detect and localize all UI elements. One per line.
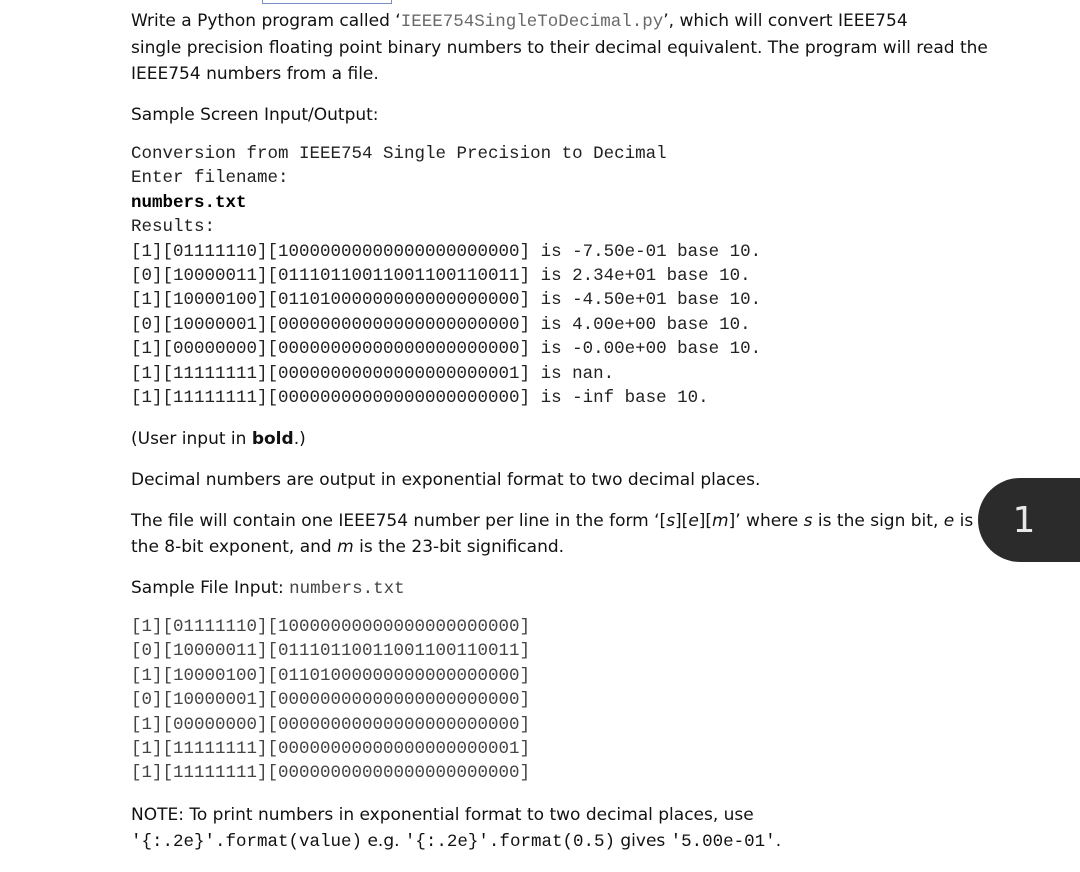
file-line: [1][01111110][10000000000000000000000]	[131, 617, 531, 637]
result-line: [1][00000000][00000000000000000000000] is -0.00e+00 base 10.	[131, 339, 762, 360]
intro-line-3: IEEE754 numbers from a file.	[131, 64, 379, 84]
file-note-line-1: The file will contain one IEEE754 number per line in the form ‘[s][e][m]’ where s is the sign bit, e is	[131, 511, 974, 531]
format-code: '{:.2e}'.format(value)	[131, 832, 363, 852]
sample-file-label: Sample File Input:	[131, 578, 290, 598]
result-line: [0][10000011][01110110011001100110011] is 2.34e+01 base 10.	[131, 265, 751, 286]
result-line: [1][10000100][01101000000000000000000] is -4.50e+01 base 10.	[131, 290, 762, 311]
page-number: 1	[1012, 499, 1036, 541]
format-example-code: '{:.2e}'.format(0.5)	[404, 832, 615, 852]
intro-text: ’, which will convert IEEE754	[663, 11, 908, 31]
intro-line-1	[131, 8, 988, 35]
program-filename: IEEE754SingleToDecimal.py	[400, 12, 664, 32]
sample-file-name: numbers.txt	[289, 579, 405, 599]
previous-section-edge	[262, 0, 392, 4]
file-line: [0][10000001][00000000000000000000000]	[131, 690, 531, 711]
file-line: [1][11111111][00000000000000000000001]	[131, 738, 531, 759]
note-bold-text: bold	[251, 429, 294, 449]
sample-file-block	[131, 615, 530, 786]
screen-output-block	[131, 142, 761, 410]
page-number-badge	[978, 478, 1080, 562]
sample-io-heading: Sample Screen Input/Output:	[131, 105, 379, 125]
screen-user-input: numbers.txt	[131, 192, 247, 213]
note-text: .)	[293, 429, 306, 449]
file-line: [1][00000000][00000000000000000000000]	[131, 714, 531, 735]
intro-text: Write a Python program called ‘	[131, 11, 401, 31]
result-line: [1][01111110][10000000000000000000000] is -7.50e-01 base 10.	[131, 241, 762, 262]
file-line: [1][11111111][00000000000000000000000]	[131, 763, 531, 784]
screen-prompt: Enter filename:	[131, 168, 289, 189]
intro-line-2: single precision floating point binary numbers to their decimal equivalent. The program will read the	[131, 38, 988, 58]
format-result-code: '5.00e-01'	[670, 832, 776, 852]
screen-header: Conversion from IEEE754 Single Precision to Decimal	[131, 144, 667, 164]
result-line: [1][11111111][00000000000000000000001] is nan.	[131, 363, 615, 384]
sample-file-heading	[131, 575, 405, 602]
result-line: [1][11111111][00000000000000000000000] is -inf base 10.	[131, 387, 709, 408]
final-note-line-1: NOTE: To print numbers in exponential format to two decimal places, use	[131, 805, 754, 825]
file-format-note	[131, 508, 973, 560]
user-input-note	[131, 426, 306, 452]
intro-paragraph	[131, 8, 988, 87]
final-note	[131, 802, 781, 855]
file-line: [0][10000011][01110110011001100110011]	[131, 641, 531, 662]
result-line: [0][10000001][00000000000000000000000] is 4.00e+00 base 10.	[131, 314, 751, 335]
note-text: (User input in	[131, 429, 252, 449]
file-note-line-2: the 8-bit exponent, and m is the 23-bit significand.	[131, 537, 565, 557]
file-line: [1][10000100][01101000000000000000000]	[131, 665, 531, 686]
decimal-format-note: Decimal numbers are output in exponential format to two decimal places.	[131, 470, 761, 490]
final-note-line-2: '{:.2e}'.format(value) e.g. '{:.2e}'.format(0.5) gives '5.00e-01'.	[131, 831, 782, 852]
screen-results-label: Results:	[131, 217, 216, 238]
